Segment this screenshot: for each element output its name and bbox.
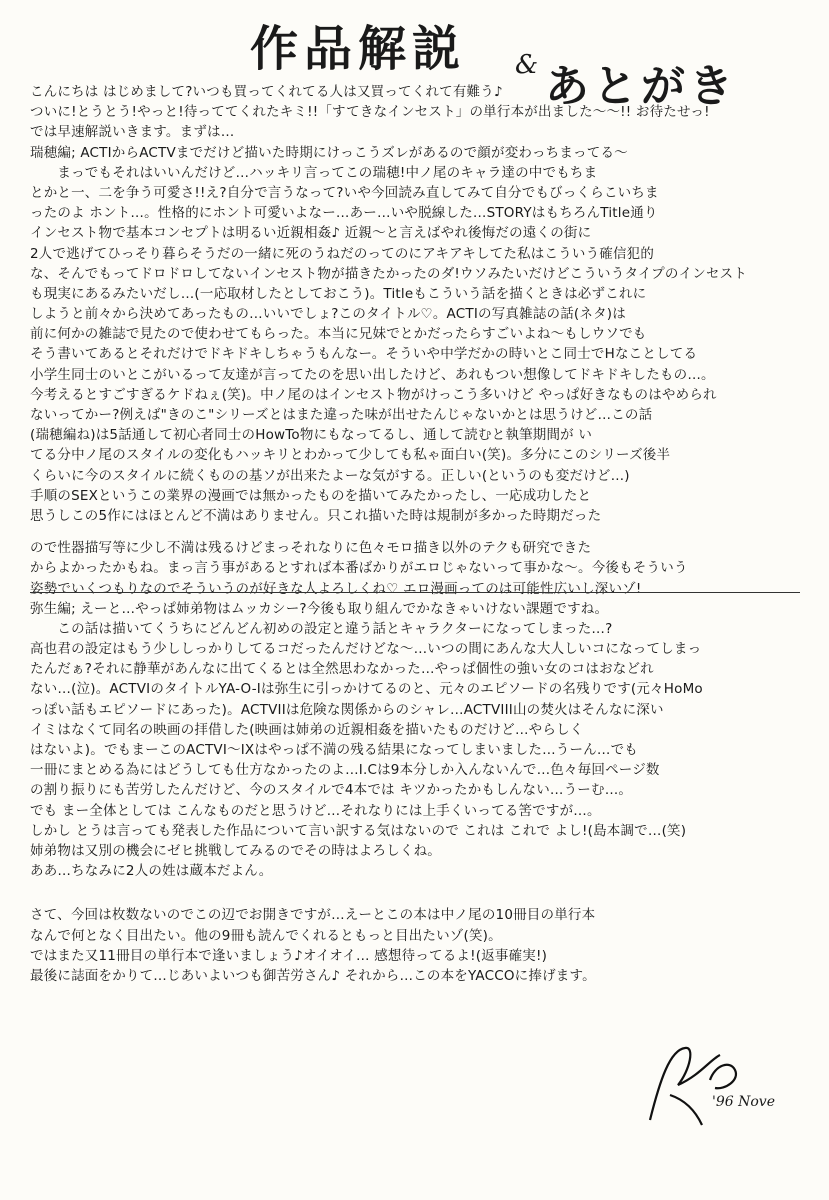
section-divider [30, 592, 800, 593]
text-line: 高也君の設定はもう少ししっかりしてるコだったんだけどな〜…いつの間にあんな大人しいコになってしまっ [30, 641, 702, 658]
text-line: 手順のSEXというこの業界の漫画では無かったものを描いてみたかったし、一応成功したと [30, 487, 592, 504]
text-line: ああ…ちなみに2人の姓は蔵本だよん。 [30, 863, 273, 880]
closing-paragraph [30, 905, 810, 986]
text-line: からよかったかもね。まっ言う事があるとすれば本番ばかりがエロじゃないって事かな〜。今後もそういう [30, 560, 688, 577]
page-title: 作品解説 [250, 21, 467, 77]
text-line: 姿勢でいくつもりなのでそういうのが好きな人よろしくね♡ エロ漫画ってのは可能性広いし深いゾ! [30, 580, 642, 597]
mizuho-section [30, 143, 810, 527]
text-line: インセスト物で基本コンセプトは明るい近親相姦♪ 近親〜と言えばやれ後悔だの遠くの街に [30, 225, 592, 242]
text-line: 小学生同士のいとこがいるって友達が言ってたのを思い出したけど、あれもつい想像してドキドキしたもの…。 [30, 366, 715, 383]
afterword-body [30, 82, 810, 986]
text-line: でも まー全体としては こんなものだと思うけど…それなりには上手くいってる筈ですが…。 [30, 802, 601, 819]
text-line: 弥生編; えーと…やっぱ姉弟物はムッカシー?今後も取り組んでかなきゃいけない課題ですね。 [30, 600, 609, 617]
text-line: たんだぁ?それに静華があんなに出てくるとは全然思わなかった…やっぱ個性の強い女のコはおなどれ [30, 661, 654, 678]
text-line: 今考えるとすごすぎるケドねぇ(笑)。中ノ尾のはインセスト物がけっこう多いけど やっぱ好きなものはやめられ [30, 386, 717, 403]
yayoi-section [30, 538, 810, 881]
title-ampersand: & [515, 50, 539, 80]
signature-name: Nove [738, 1094, 775, 1110]
text-line: なんで何となく目出たい。他の9冊も読んでくれるともっと目出たいゾ(笑)。 [30, 927, 502, 944]
text-line: (瑞穂編ね)は5話通して初心者同士のHowTo物にもなってるし、通して読むと執筆期間が い [30, 427, 593, 444]
text-line: では早速解説いきます。まずは… [30, 124, 235, 141]
text-line: ではまた又11冊目の単行本で逢いましょう♪オイオイ… 感想待ってるよ!(返事確実!) [30, 947, 548, 964]
text-line: の割り振りにも苦労したんだけど、今のスタイルで4本では キツかったかもしんない…うーむ…。 [30, 782, 633, 799]
text-line: っぽい話もエピソードにあった)。ACTVIIは危険な関係からのシャレ…ACTVIII山の焚火はそんなに深い [30, 701, 664, 718]
text-line: こんにちは はじめまして?いつも買ってくれてる人は又買ってくれて有難う♪ [30, 84, 503, 100]
text-line: 前に何かの雑誌で見たので使わせてもらった。本当に兄妹でとかだったらすごいよね〜もしウソでも [30, 326, 647, 343]
text-line: まっでもそれはいいんだけど…ハッキリ言ってこの瑞穂!中ノ尾のキャラ達の中でもちま [30, 164, 598, 181]
text-line: ついに!とうとう!やっと!待っててくれたキミ!!「すてきなインセスト」の単行本が出ました〜〜!! お待たせっ! [30, 104, 710, 121]
intro-paragraph [30, 82, 810, 143]
text-line: しかし とうは言っても発表した作品について言い訳する気はないので これは これで よし!(島本調で…(笑) [30, 822, 687, 839]
text-line: そう書いてあるとそれだけでドキドキしちゃうもんなー。そういや中学だかの時いとこ同士でHなことしてる [30, 346, 698, 363]
text-line: 最後に誌面をかりて…じあいよいつも御苦労さん♪ それから…この本をYACCOに捧げます。 [30, 967, 596, 984]
text-line: 一冊にまとめる為にはどうしても仕方なかったのよ…I.Cは9本分しか入んないんで…色々毎回ページ数 [30, 762, 660, 779]
text-line: はないよ)。でもまーこのACTVI〜IXはやっぱ不満の残る結果になってしまいました…うーん…でも [30, 742, 638, 758]
text-line: ったのよ ホント…。性格的にホント可愛いよなー…あー…いや脱線した…STORYはもちろんTitle通り [30, 205, 658, 222]
text-line: くらいに今のスタイルに続くものの基ソが出来たよーな気がする。正しい(というのも変だけど…) [30, 467, 630, 484]
text-line: イミはなくて同名の映画の拝借した(映画は姉弟の近親相姦を描いたものだけど…やらしく [30, 721, 584, 738]
text-line: ないってかー?例えば"きのこ"シリーズとはまた違った味が出せたんじゃないかとは思うけど…この話 [30, 407, 653, 423]
signature-mark [640, 1040, 770, 1130]
text-line: しようと前々から決めてあったもの…いいでしょ?このタイトル♡。ACTIの写真雑誌の話(ネタ)は [30, 306, 626, 323]
text-line: てる分中ノ尾のスタイルの変化もハッキリとわかって少しても私ゃ面白い(笑)。多分にこのシリーズ後半 [30, 447, 671, 464]
signature-year: '96 [712, 1094, 734, 1110]
text-line: さて、今回は枚数ないのでこの辺でお開きですが…えーとこの本は中ノ尾の10冊目の単行本 [30, 907, 596, 924]
signature-text [712, 1094, 775, 1110]
text-line: な、そんでもってドロドロしてないインセスト物が描きたかったのダ!ウソみたいだけどこういうタイプのインセスト [30, 265, 748, 282]
text-line: 姉弟物は又別の機会にゼヒ挑戦してみるのでその時はよろしくね。 [30, 842, 441, 859]
page-subtitle: あとがき [545, 61, 737, 112]
text-line: 2人で逃げてひっそり暮らそうだの一緒に死のうねだのってのにアキアキしてた私はこういう確信犯的 [30, 245, 655, 262]
text-line: この話は描いてくうちにどんどん初めの設定と違う話とキャラクターになってしまった…? [30, 620, 613, 637]
text-line: とかと一、二を争う可愛さ!!え?自分で言うなって?いや今回読み直してみて自分でもびっくらこいちま [30, 184, 659, 201]
text-line: 瑞穂編; ACTIからACTVまでだけど描いた時期にけっこうズレがあるので顔が変わっちまってる〜 [30, 144, 628, 161]
text-line: ない…(泣)。ACTVIのタイトルYA-O-Iは弥生に引っかけてるのと、元々のエピソードの名残りです(元々HoMo [30, 681, 703, 698]
text-line: ので性器描写等に少し不満は残るけどまっそれなりに色々モロ描き以外のテクも研究できた [30, 540, 592, 557]
text-line: も現実にあるみたいだし…(一応取材したとしておこう)。Titleもこういう話を描くときは必ずこれに [30, 285, 647, 302]
text-line: 思うしこの5作にはほとんど不満はありません。只これ描いた時は規制が多かった時期だった [30, 507, 602, 524]
